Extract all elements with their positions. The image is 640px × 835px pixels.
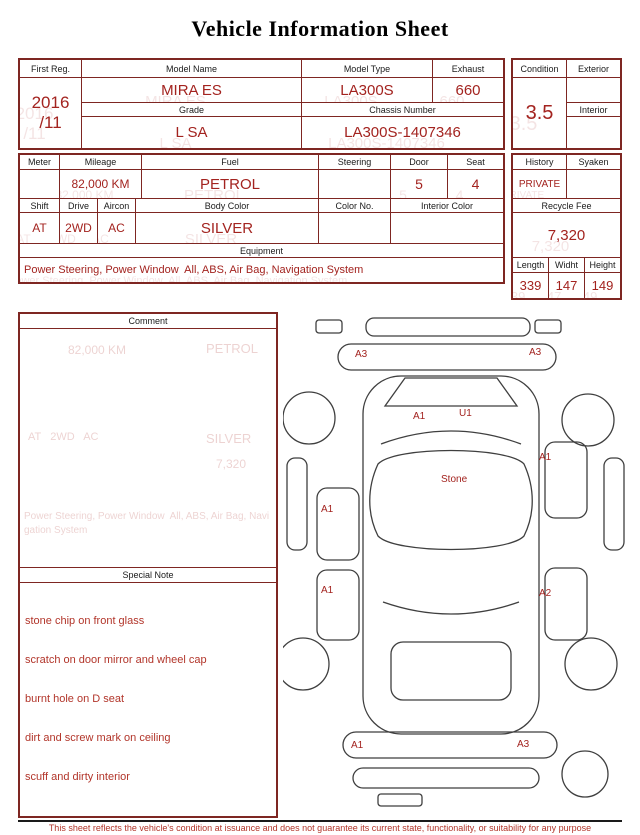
rear-window-shape (383, 602, 519, 614)
special-note-area (20, 583, 276, 816)
special-note-line: burnt hole on D seat (25, 693, 125, 706)
rear-plate-shape (378, 794, 422, 806)
comment-label: Comment (20, 314, 276, 329)
body-color-label: Body Color (136, 199, 319, 212)
seat-label: Seat (466, 157, 485, 167)
height-label: Height (589, 260, 616, 270)
width-label: Widht (549, 258, 585, 272)
right-sill-shape (604, 458, 624, 550)
chassis-label: Chassis Number (369, 104, 436, 115)
car-outline-shapes (283, 318, 624, 806)
meter-label: Meter (20, 155, 60, 169)
footer-disclaimer: This sheet reflects the vehicle's condition at issuance and does not guarantee its current state, functionality, or suitability for any purpose (48, 823, 592, 833)
special-note-label: Special Note (20, 567, 276, 583)
exhaust-value: 660 (455, 81, 481, 99)
first-reg-month: /11 (39, 113, 62, 132)
condition-score: 3.5 (525, 101, 554, 124)
car-body-shape (363, 376, 539, 734)
damage-mark: A2 (539, 588, 552, 599)
condition-label: Condition (513, 60, 566, 78)
ghost-text: gation System (24, 524, 88, 536)
wheel-front-left-shape (283, 392, 335, 444)
syaken-value (567, 170, 620, 198)
color-no-value (319, 213, 391, 243)
model-name-value: MIRA ES (82, 78, 302, 102)
damage-mark: A1 (321, 585, 334, 596)
left-sill-shape (287, 458, 307, 550)
door-label: Door (391, 155, 448, 169)
rear-strip-shape (353, 768, 539, 788)
shift-value: AT (20, 213, 60, 243)
footer-divider (18, 820, 622, 822)
front-corner-left-shape (316, 320, 342, 333)
right-front-door-shape (545, 442, 587, 518)
damage-mark: A1 (539, 452, 552, 463)
chassis-value: LA300S-1407346 (344, 124, 461, 141)
vehicle-id-table (18, 58, 505, 150)
damage-mark: A3 (517, 739, 530, 750)
comment-box (18, 312, 278, 818)
interior-color-label: Interior Color (420, 200, 474, 211)
mileage-value: 82,000 KM (60, 170, 142, 198)
damage-mark: A3 (355, 349, 368, 360)
length-value: 339 (513, 273, 549, 298)
hatch-shape (391, 642, 511, 700)
fuel-label: Fuel (142, 155, 319, 169)
recycle-fee-label: Recycle Fee (513, 199, 620, 213)
special-note-line: scuff and dirty interior (25, 771, 130, 784)
ghost-text: PETROL (206, 340, 259, 356)
first-reg-year: 2016 (31, 93, 70, 112)
spare-wheel-shape (562, 751, 608, 797)
syaken-label: Syaken (578, 157, 609, 167)
steering-value (319, 170, 391, 198)
steering-label: Steering (319, 155, 391, 169)
drive-value: 2WD (60, 213, 98, 243)
model-type-label: Model Type (302, 60, 433, 77)
ghost-text: Power Steering, Power Window All, ABS, Air Bag, Navi (24, 510, 270, 522)
damage-mark: U1 (459, 408, 472, 419)
page-title: Vehicle Information Sheet (191, 16, 449, 41)
damage-mark: A3 (529, 347, 542, 358)
special-note-line: scratch on door mirror and wheel cap (25, 654, 207, 667)
body-color-value: SILVER (136, 213, 319, 243)
ghost-text: SILVER (206, 430, 252, 446)
front-bumper-shape (338, 344, 556, 370)
interior-value (567, 117, 620, 148)
interior-color-value (391, 213, 503, 243)
first-reg-label: First Reg. (20, 60, 81, 78)
left-front-door-shape (317, 488, 359, 560)
wheel-rear-right-shape (565, 638, 617, 690)
damage-mark: Stone (441, 474, 468, 485)
seat-value: 4 (471, 176, 480, 192)
history-value: PRIVATE (513, 170, 567, 198)
ghost-text: 7,320 (216, 456, 247, 471)
damage-mark: A1 (413, 411, 426, 422)
equipment-value: Power Steering, Power Window All, ABS, Air Bag, Navigation System (24, 264, 364, 276)
model-type-value: LA300S (302, 78, 433, 102)
front-strip-shape (366, 318, 530, 336)
recycle-fee-value: 7,320 (513, 213, 620, 258)
fuel-value: PETROL (142, 170, 319, 198)
history-dimensions-table (511, 153, 622, 300)
front-corner-right-shape (535, 320, 561, 333)
left-rear-door-shape (317, 570, 359, 640)
meter-value (20, 170, 60, 198)
windshield-shape (381, 431, 521, 444)
right-rear-door-shape (545, 568, 587, 640)
wheel-front-right-shape (562, 394, 614, 446)
ghost-text: AT 2WD AC (28, 430, 99, 443)
interior-label: Interior (567, 103, 620, 117)
aircon-label: Aircon (98, 199, 136, 212)
damage-mark: A1 (351, 740, 364, 751)
spec-table (18, 153, 505, 284)
length-label: Length (513, 258, 549, 272)
aircon-value: AC (98, 213, 136, 243)
wheel-rear-left-shape (283, 638, 329, 690)
exterior-label: Exterior (567, 60, 620, 78)
damage-mark: A1 (321, 504, 334, 515)
height-value: 149 (591, 278, 614, 293)
condition-table (511, 58, 622, 150)
color-no-label: Color No. (319, 199, 391, 212)
grade-label: Grade (82, 103, 302, 116)
car-diagram (283, 312, 628, 812)
width-value: 147 (549, 273, 585, 298)
exhaust-label: Exhaust (451, 63, 485, 74)
grade-value: L SA (82, 117, 302, 148)
first-reg-value (20, 78, 81, 148)
roof-shape (370, 451, 533, 550)
special-note-line: dirt and screw mark on ceiling (25, 732, 171, 745)
comment-area (20, 329, 276, 567)
exterior-value (567, 78, 620, 103)
model-name-label: Model Name (82, 60, 302, 77)
special-note-line: stone chip on front glass (25, 615, 145, 628)
mileage-label: Mileage (60, 155, 142, 169)
drive-label: Drive (60, 199, 98, 212)
shift-label: Shift (20, 199, 60, 212)
hood-panel-shape (385, 378, 517, 406)
history-label: History (513, 155, 567, 169)
equipment-label: Equipment (20, 244, 503, 258)
ghost-text: 82,000 KM (68, 342, 127, 357)
door-value: 5 (391, 170, 448, 198)
